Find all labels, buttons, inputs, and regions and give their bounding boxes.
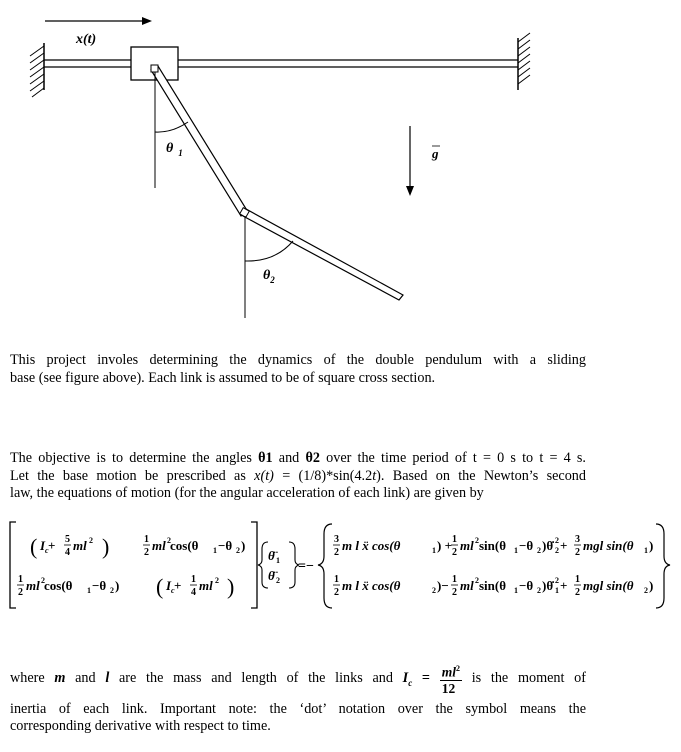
svg-text:1: 1 [213,546,217,555]
svg-text:2: 2 [334,547,339,558]
svg-text:1: 1 [334,574,339,585]
equations-of-motion [0,512,681,622]
svg-text:2: 2 [475,576,479,585]
svg-text:I: I [166,578,172,593]
svg-text:2: 2 [452,547,457,558]
svg-text:+: + [174,578,182,593]
acceleration-vector [258,542,299,588]
svg-text:1: 1 [514,586,518,595]
svg-text:): ) [102,534,110,559]
objective-paragraph [10,450,586,503]
svg-text:)θ̇: )θ̇ [542,578,554,593]
rhs-right-brace [656,524,670,608]
svg-text:1: 1 [575,574,580,585]
svg-text:cos(θ: cos(θ [44,578,73,593]
matrix-m12 [143,534,245,558]
base-motion-arrowhead [142,17,152,25]
svg-text:): ) [227,574,235,599]
intro-paragraph [10,352,586,387]
matrix-m11 [30,534,109,559]
svg-text:4: 4 [65,547,70,558]
svg-text:ml: ml [460,578,474,593]
svg-text:3: 3 [334,534,339,545]
svg-text:1: 1 [452,534,457,545]
theta1-arc [155,122,188,132]
svg-text:1: 1 [18,574,23,585]
svg-text:5: 5 [65,534,70,545]
matrix-m21 [17,574,119,598]
svg-text:)−: )− [437,578,449,593]
svg-text:2: 2 [555,576,559,585]
svg-text:−θ: −θ [519,538,534,553]
svg-text:−θ: −θ [519,578,534,593]
left-wall [30,43,44,97]
svg-text:2: 2 [89,536,93,545]
svg-text:m l ẍ cos(θ: m l ẍ cos(θ [342,578,401,593]
svg-text:(: ( [30,534,38,559]
matrix-left-bracket [10,522,16,608]
svg-text:): ) [115,578,120,593]
svg-text:2: 2 [215,576,219,585]
svg-text:(: ( [156,574,164,599]
svg-text:m l ẍ cos(θ: m l ẍ cos(θ [342,538,401,553]
rhs-left-brace [318,524,332,608]
svg-text:−θ: −θ [92,578,107,593]
theta2-label: $\theta_2$ [263,268,275,285]
svg-text:+: + [560,538,568,553]
rhs-row-1 [333,534,653,558]
svg-text:sin(θ: sin(θ [479,538,507,553]
svg-text:2: 2 [236,546,240,555]
svg-text:c: c [45,546,49,555]
svg-text:): ) [241,538,246,553]
closing-line-3: corresponding derivative with respect to time. [10,718,271,735]
matrix-m22 [156,574,234,599]
svg-text:mgl sin(θ: mgl sin(θ [583,538,634,553]
svg-text:θ̈: θ̈ [268,548,275,563]
svg-text:2: 2 [555,546,559,555]
svg-text:2: 2 [575,587,580,598]
svg-text:+: + [48,538,56,553]
pivot-1 [151,65,158,72]
svg-text:1: 1 [452,574,457,585]
link-2 [243,209,403,300]
svg-text:3: 3 [575,534,580,545]
svg-text:−θ: −θ [218,538,233,553]
objective-line-1: The objective is to determine the angles θ1 and θ2 over the time period of t = 0 s to t = 4 s. [10,450,586,466]
svg-text:)θ̇: )θ̇ [542,538,554,553]
svg-text:2: 2 [167,536,171,545]
objective-line-2: Let the base motion be prescribed as x(t) = (1/8)*sin(4.2t). Based on the Newton’s second [10,467,586,484]
svg-text:1: 1 [432,546,436,555]
equals-minus: =− [298,559,314,574]
svg-text:θ̈: θ̈ [268,568,275,583]
svg-text:2: 2 [276,576,280,585]
svg-text:ml: ml [26,578,40,593]
svg-text:2: 2 [452,587,457,598]
svg-text:2: 2 [575,547,580,558]
svg-text:): ) [649,578,654,593]
svg-text:2: 2 [644,586,648,595]
svg-text:1: 1 [644,546,648,555]
svg-text:mgl sin(θ: mgl sin(θ [583,578,634,593]
svg-text:2: 2 [555,536,559,545]
svg-text:): ) [649,538,654,553]
svg-text:4: 4 [191,587,196,598]
right-wall [518,33,530,90]
svg-text:1: 1 [144,534,149,545]
svg-text:ml: ml [199,578,213,593]
intro-line-2: base (see figure above). Each link is assumed to be of square cross section. [10,369,436,386]
intro-line-1: This project involes determining the dynamics of the double pendulum with a sliding [10,352,586,368]
gravity-arrowhead [406,186,414,196]
objective-line-3: law, the equations of motion (for the angular acceleration of each link) are given by [10,485,484,501]
svg-text:2: 2 [144,547,149,558]
svg-text:c: c [171,586,175,595]
base-motion-label: x(t) [76,32,97,47]
svg-text:) +: ) + [437,538,452,553]
svg-text:2: 2 [18,587,23,598]
svg-text:1: 1 [276,556,280,565]
svg-text:1: 1 [514,546,518,555]
theta1-label: θ $_1$ [166,141,183,158]
rhs-row-2 [333,574,653,598]
inertia-fraction: $\frac{ml^2}{12}$ [440,661,462,696]
double-pendulum-figure [0,0,681,330]
svg-text:1: 1 [87,586,91,595]
svg-text:sin(θ: sin(θ [479,578,507,593]
svg-text:+: + [560,578,568,593]
svg-text:1: 1 [191,574,196,585]
svg-text:2: 2 [537,546,541,555]
svg-text:ml: ml [460,538,474,553]
svg-text:1: 1 [555,586,559,595]
gravity-label: g [432,146,439,161]
closing-line-1: where m and l are the mass and length of the links and $I_c$ = $\frac{ml^2}{12}$ is the moment of [10,660,586,701]
svg-text:2: 2 [475,536,479,545]
svg-text:2: 2 [432,586,436,595]
svg-text:2: 2 [537,586,541,595]
svg-text:ml: ml [73,538,87,553]
svg-text:2: 2 [41,576,45,585]
theta2-arc [245,241,293,261]
svg-text:cos(θ: cos(θ [170,538,199,553]
closing-line-2: inertia of each link. Important note: the ‘dot’ notation over the symbol means the [10,700,586,717]
svg-text:2: 2 [110,586,114,595]
closing-paragraph [10,660,586,736]
svg-text:2: 2 [334,587,339,598]
matrix-right-bracket [251,522,257,608]
svg-text:ml: ml [152,538,166,553]
svg-text:I: I [40,538,46,553]
